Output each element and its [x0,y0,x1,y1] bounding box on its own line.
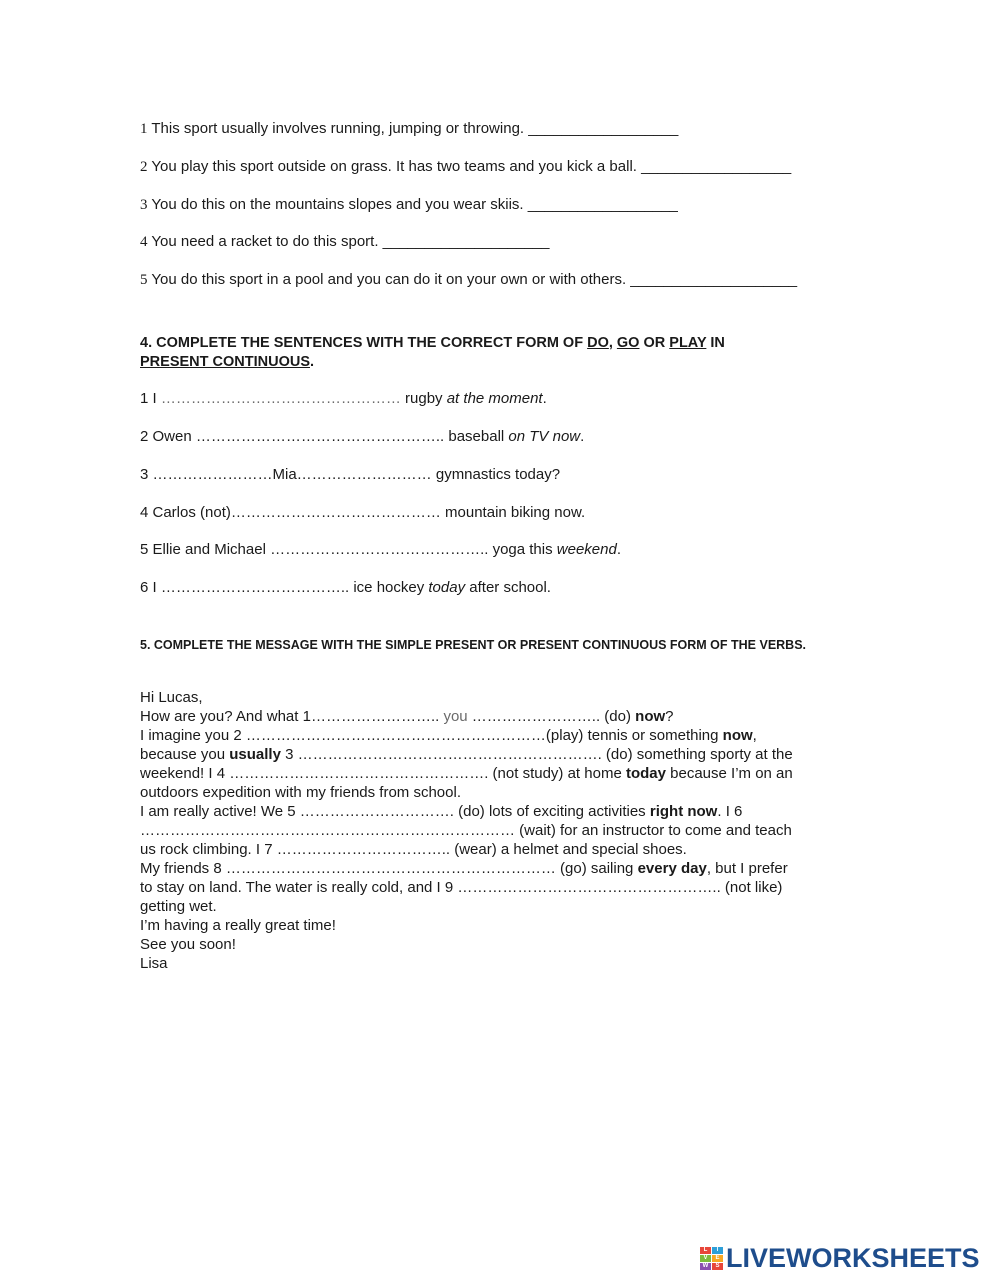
message-line: My friends 8 ………………………………………………………… (go) sailing every day, but I prefer [140,860,788,877]
logo-grid-cell: S [712,1263,723,1270]
logo-text: LIVEWORKSHEETS [726,1242,980,1273]
section-5-heading: 5. COMPLETE THE MESSAGE WITH THE SIMPLE PRESENT OR PRESENT CONTINUOUS FORM OF THE VERBS. [140,638,807,652]
message-line: Hi Lucas, [140,689,203,706]
message-line: I am really active! We 5 …………………………. (do) lots of exciting activities right now. I 6 [140,803,743,820]
logo-grid-cell: L [700,1247,711,1254]
message-line: How are you? And what 1…………………….. you …………………….. (do) now? [140,708,674,725]
sport-question-3: 3 You do this on the mountains slopes and you wear skiis. __________________ [140,196,678,213]
logo-grid-cell: I [712,1247,723,1254]
message-line: ………………………………………………………………… (wait) for an instructor to come and teach [140,822,792,839]
logo-grid-icon [700,1247,723,1270]
sport-question-1: 1 This sport usually involves running, jumping or throwing. __________________ [140,120,679,137]
message-text [140,688,880,973]
sport-question-5: 5 You do this sport in a pool and you can do it on your own or with others. ____________________ [140,271,798,288]
sentence-4-1: 1 I ………………………………………… rugby at the moment. [140,390,547,407]
section-4-heading: 4. COMPLETE THE SENTENCES WITH THE CORRECT FORM OF DO, GO OR PLAY IN PRESENT CONTINUOUS. [140,335,725,370]
message-line: I’m having a really great time! [140,917,336,934]
message-line: I imagine you 2 ……………………………………………………(play) tennis or something now, [140,727,757,744]
sentence-4-4: 4 Carlos (not)…………………………………… mountain biking now. [140,504,586,521]
logo-grid-cell: V [700,1255,711,1262]
message-line: Lisa [140,955,168,972]
sport-question-2: 2 You play this sport outside on grass. It has two teams and you kick a ball. __________________ [140,158,792,175]
liveworksheets-logo[interactable] [700,1244,980,1272]
sport-question-4: 4 You need a racket to do this sport. ____________________ [140,233,550,250]
message-line: getting wet. [140,898,217,915]
message-line: outdoors expedition with my friends from school. [140,784,461,801]
logo-grid-cell: E [712,1255,723,1262]
logo-grid-cell: W [700,1263,711,1270]
sentence-4-3: 3 ……………………Mia……………………… gymnastics today? [140,466,561,483]
sentence-4-2: 2 Owen ………………………………………….. baseball on TV now. [140,428,585,445]
sentence-4-6: 6 I ……………………………….. ice hockey today after school. [140,579,551,596]
message-line: to stay on land. The water is really cold, and I 9 …………………………………………….. (not like) [140,879,783,896]
sentence-4-5: 5 Ellie and Michael …………………………………….. yoga this weekend. [140,541,621,558]
message-line: See you soon! [140,936,236,953]
message-line: weekend! I 4 ……………………………………………. (not study) at home today because I’m on an [140,765,793,782]
message-line: us rock climbing. I 7 …………………………….. (wear) a helmet and special shoes. [140,841,687,858]
message-line: because you usually 3 ……………………………………………………. (do) something sporty at the [140,746,793,763]
